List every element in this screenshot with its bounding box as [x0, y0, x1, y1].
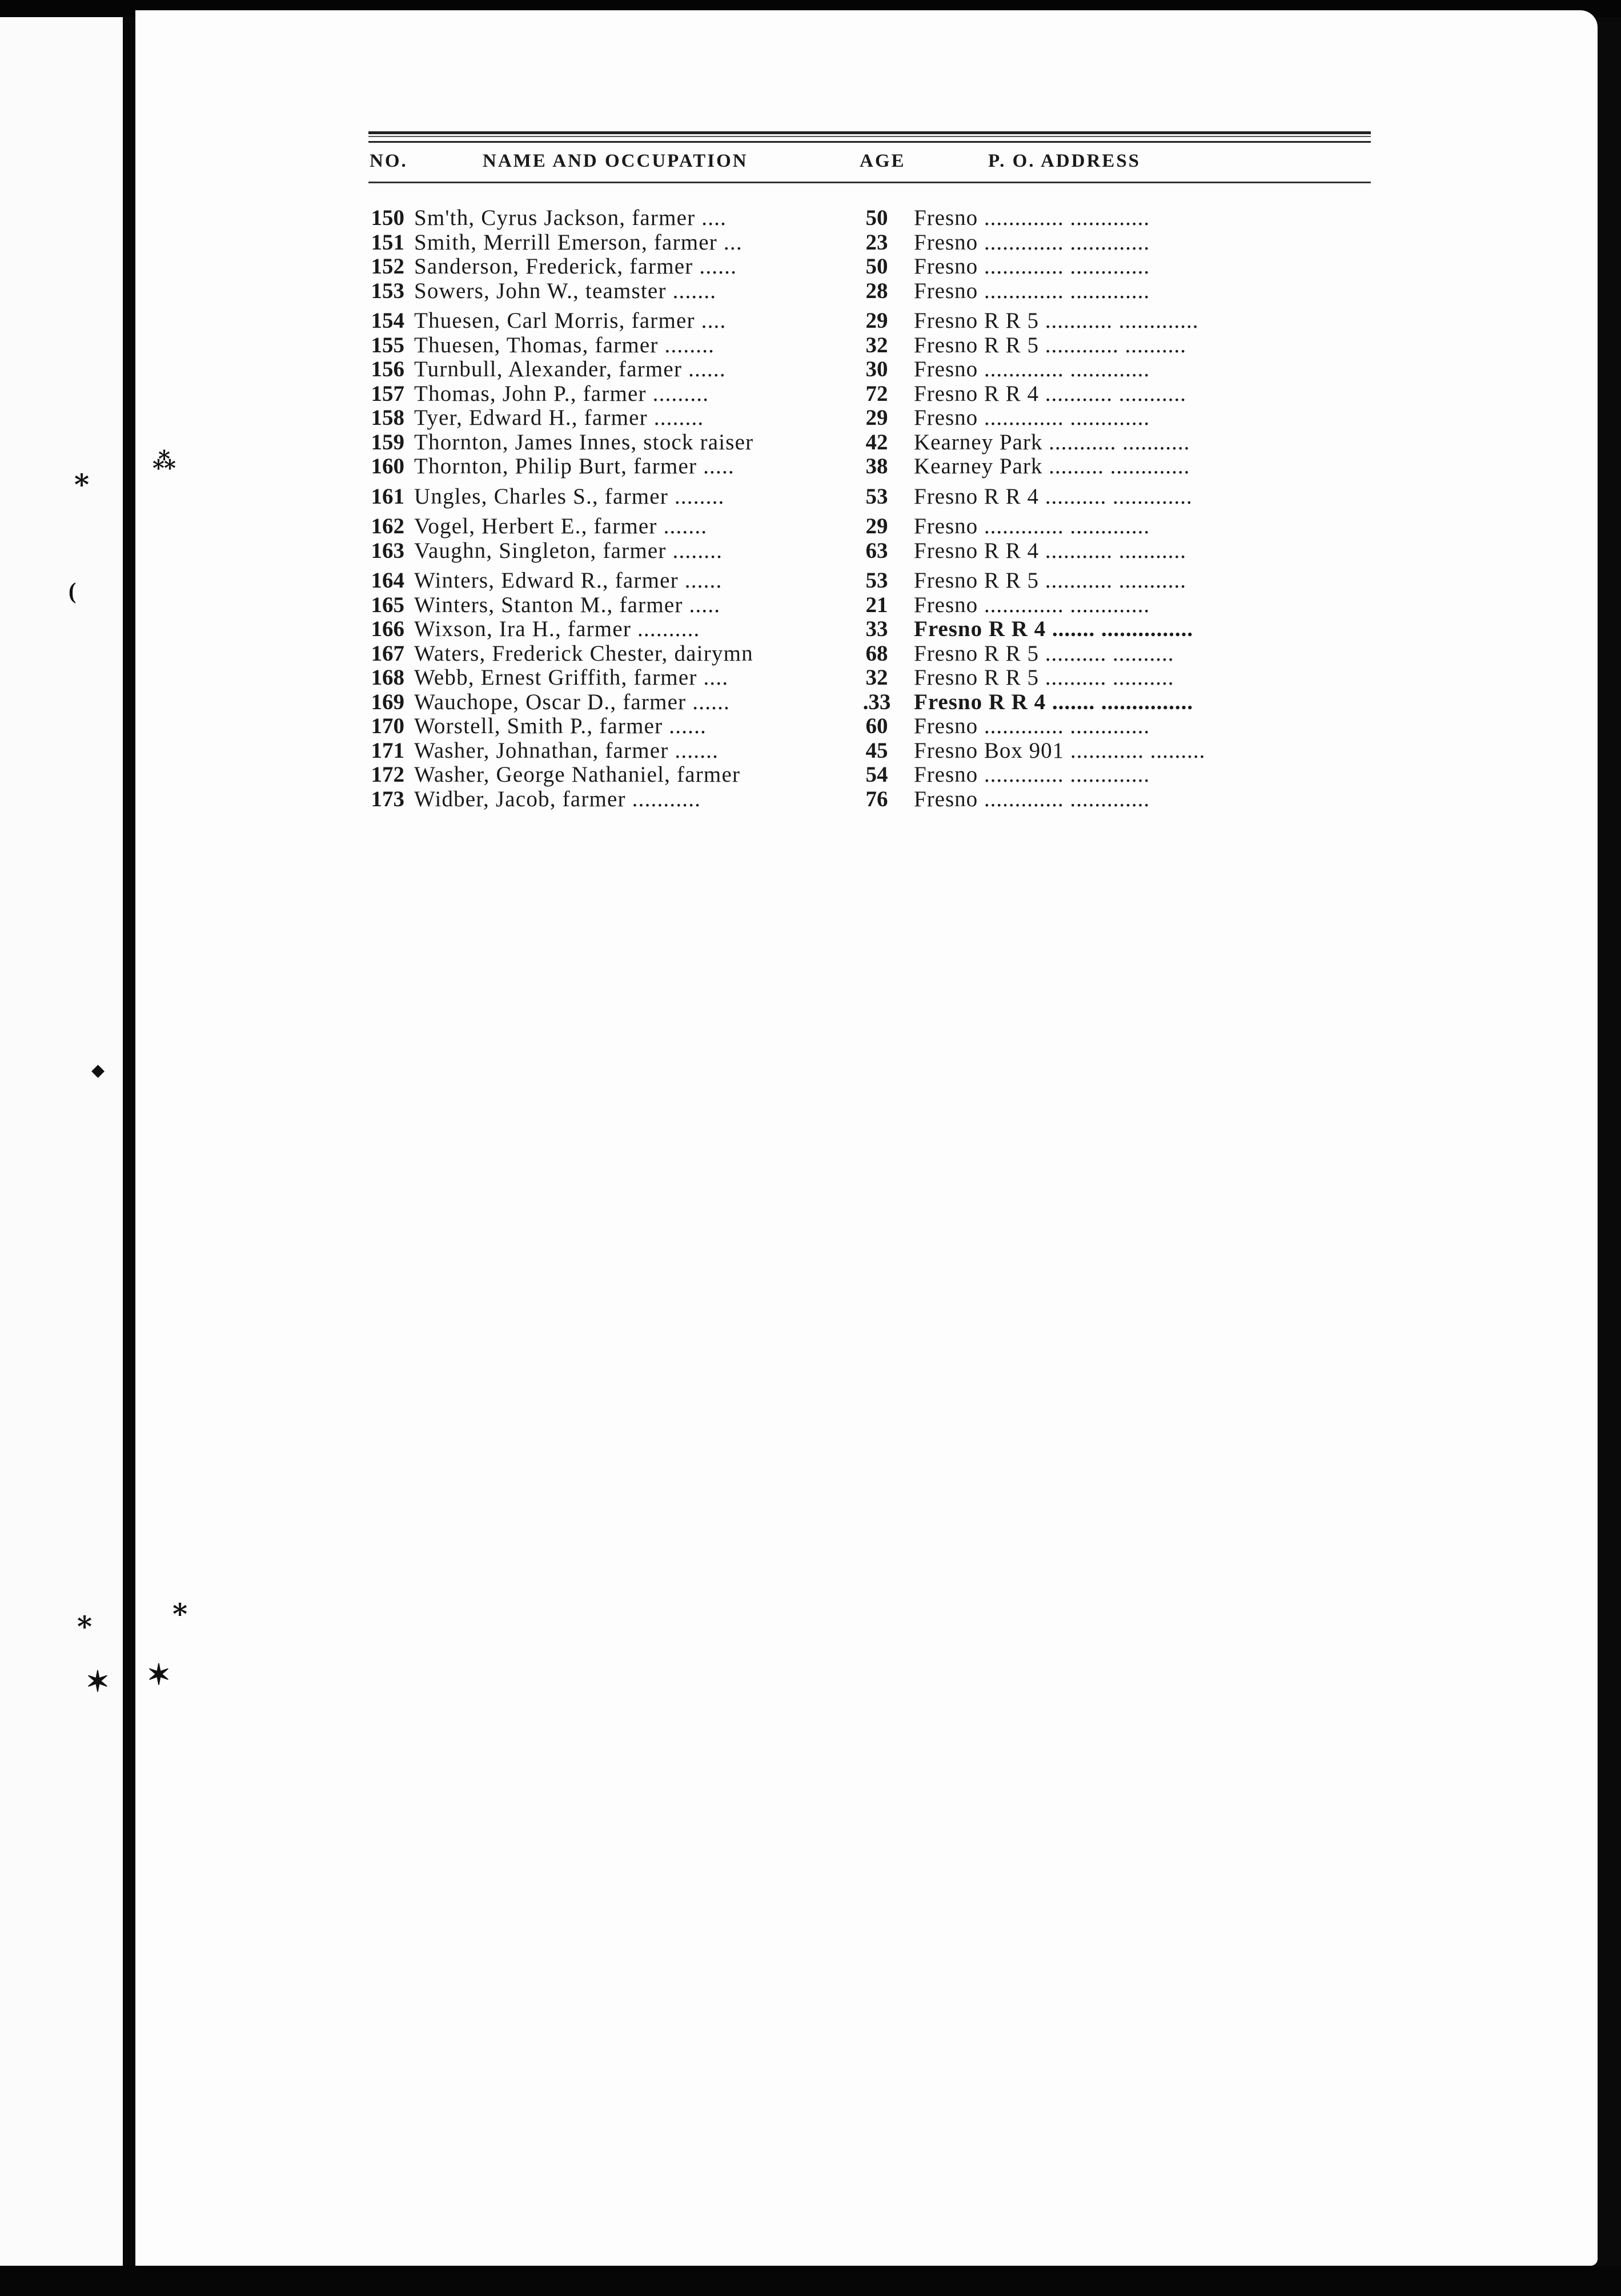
ink-speck: ⁎ [77, 1603, 93, 1635]
entry-age: 60 [865, 714, 888, 738]
entry-po-address: Fresno R R 4 ....... ............... [914, 689, 1194, 714]
register-row [368, 538, 1371, 562]
entry-age: 38 [865, 454, 888, 478]
entry-age: 32 [865, 665, 888, 690]
entry-po-address: Fresno R R 5 .......... .......... [914, 665, 1174, 690]
entry-age: .33 [862, 689, 891, 714]
entry-age: 29 [865, 405, 888, 430]
entry-number: 164 [371, 568, 404, 593]
register-row [368, 308, 1371, 332]
header-no: NO. [370, 151, 408, 171]
header-top-rule [368, 131, 1371, 143]
entry-number: 168 [371, 665, 404, 690]
register-row [368, 689, 1371, 714]
entry-name-occupation: Smith, Merrill Emerson, farmer ... [414, 230, 743, 255]
register-row [368, 278, 1371, 303]
entry-age: 50 [865, 206, 888, 230]
entry-po-address: Fresno ............. ............. [914, 592, 1150, 617]
register-row [368, 356, 1371, 381]
entry-number: 161 [371, 484, 404, 509]
entry-age: 29 [865, 514, 888, 538]
entry-age: 53 [865, 568, 888, 593]
entry-age: 72 [865, 381, 888, 406]
entry-po-address: Fresno R R 5 ........... ............. [914, 308, 1199, 333]
binding-line [123, 23, 135, 2273]
entry-number: 173 [371, 786, 404, 811]
entry-age: 76 [865, 786, 888, 811]
entry-name-occupation: Thuesen, Carl Morris, farmer .... [414, 308, 727, 333]
register-row [368, 429, 1371, 454]
register-row [368, 641, 1371, 665]
entry-number: 155 [371, 332, 404, 357]
entry-name-occupation: Wixson, Ira H., farmer .......... [414, 617, 700, 641]
register-row [368, 405, 1371, 429]
header-bottom-rule [368, 182, 1371, 183]
entry-name-occupation: Webb, Ernest Griffith, farmer .... [414, 665, 729, 690]
entry-age: 29 [865, 308, 888, 333]
entry-name-occupation: Thuesen, Thomas, farmer ........ [414, 332, 715, 357]
entry-number: 150 [371, 206, 404, 230]
ink-speck: ✶ [147, 1659, 171, 1691]
entry-number: 171 [371, 738, 404, 763]
entry-name-occupation: Thornton, James Innes, stock raiser [414, 429, 754, 455]
register-row [368, 332, 1371, 357]
entry-po-address: Fresno R R 5 ........... ........... [914, 568, 1186, 593]
column-header-row [368, 143, 1371, 182]
register-row [368, 738, 1371, 762]
entry-number: 165 [371, 592, 404, 617]
entry-po-address: Kearney Park ......... ............. [914, 454, 1190, 478]
entry-number: 170 [371, 714, 404, 738]
entry-po-address: Fresno ............. ............. [914, 405, 1150, 430]
entry-name-occupation: Washer, George Nathaniel, farmer [414, 762, 741, 787]
register-row [368, 665, 1371, 689]
ink-speck: ( [69, 578, 77, 604]
register-row [368, 592, 1371, 617]
entry-name-occupation: Wauchope, Oscar D., farmer ...... [414, 689, 730, 714]
entry-age: 54 [865, 762, 888, 787]
entry-po-address: Fresno ............. ............. [914, 786, 1150, 811]
entry-name-occupation: Vogel, Herbert E., farmer ....... [414, 514, 708, 538]
entry-name-occupation: Washer, Johnathan, farmer ....... [414, 738, 719, 763]
entry-name-occupation: Widber, Jacob, farmer ........... [414, 786, 701, 811]
entry-name-occupation: Turnbull, Alexander, farmer ...... [414, 357, 726, 381]
entry-age: 45 [865, 738, 888, 763]
ink-speck: ⁎ [172, 1590, 188, 1622]
entry-age: 42 [865, 429, 888, 455]
register-row [368, 381, 1371, 405]
entry-po-address: Fresno R R 4 ....... ............... [914, 617, 1194, 641]
header-po-address: P. O. ADDRESS [988, 151, 1141, 171]
entry-name-occupation: Tyer, Edward H., farmer ........ [414, 405, 704, 430]
entry-po-address: Fresno ............. ............. [914, 230, 1150, 255]
entry-number: 169 [371, 689, 404, 714]
entry-name-occupation: Ungles, Charles S., farmer ........ [414, 484, 725, 509]
entry-number: 158 [371, 405, 404, 430]
entry-age: 53 [865, 484, 888, 509]
entry-number: 167 [371, 641, 404, 666]
entry-number: 153 [371, 278, 404, 303]
entry-age: 68 [865, 641, 888, 666]
entry-age: 32 [865, 332, 888, 357]
entry-name-occupation: Thomas, John P., farmer ......... [414, 381, 709, 406]
register-row [368, 616, 1371, 641]
entry-po-address: Fresno ............. ............. [914, 357, 1150, 381]
register-row [368, 254, 1371, 278]
entry-age: 28 [865, 278, 888, 303]
entry-name-occupation: Worstell, Smith P., farmer ...... [414, 714, 707, 738]
entry-name-occupation: Winters, Stanton M., farmer ..... [414, 592, 721, 617]
entry-po-address: Fresno R R 4 ........... ........... [914, 538, 1186, 563]
ink-speck: ◆ [91, 1061, 105, 1080]
entry-number: 172 [371, 762, 404, 787]
entry-po-address: Fresno ............. ............. [914, 278, 1150, 303]
register-row [368, 762, 1371, 786]
entry-number: 162 [371, 514, 404, 538]
register-row [368, 484, 1371, 508]
entry-age: 50 [865, 254, 888, 279]
ink-speck: ⁂ [153, 448, 176, 474]
entry-age: 33 [865, 617, 888, 641]
entry-po-address: Fresno Box 901 ............ ......... [914, 738, 1206, 763]
entry-number: 154 [371, 308, 404, 333]
entry-number: 160 [371, 454, 404, 478]
register-row [368, 568, 1371, 592]
header-name-occupation: NAME AND OCCUPATION [483, 151, 748, 171]
entry-po-address: Fresno ............. ............. [914, 762, 1150, 787]
register-row [368, 786, 1371, 811]
register-entries [368, 205, 1371, 810]
header-age: AGE [860, 151, 906, 171]
facing-page-margin [0, 17, 123, 2273]
entry-po-address: Fresno ............. ............. [914, 714, 1150, 738]
register-row [368, 713, 1371, 738]
entry-number: 157 [371, 381, 404, 406]
register-row [368, 230, 1371, 254]
entry-po-address: Fresno R R 5 .......... .......... [914, 641, 1174, 666]
entry-age: 63 [865, 538, 888, 563]
entry-name-occupation: Thornton, Philip Burt, farmer ..... [414, 454, 735, 478]
entry-name-occupation: Sowers, John W., teamster ....... [414, 278, 717, 303]
entry-po-address: Fresno ............. ............. [914, 206, 1150, 230]
entry-age: 30 [865, 357, 888, 381]
ink-speck: ⁎ [74, 461, 90, 493]
entry-number: 152 [371, 254, 404, 279]
ink-speck: ✶ [86, 1666, 110, 1698]
scan-bottom-edge [0, 2266, 1621, 2296]
entry-po-address: Fresno R R 5 ............ .......... [914, 332, 1186, 357]
entry-po-address: Fresno R R 4 ........... ........... [914, 381, 1186, 406]
entry-po-address: Fresno ............. ............. [914, 254, 1150, 279]
register-row [368, 513, 1371, 538]
entry-po-address: Fresno ............. ............. [914, 514, 1150, 538]
entry-number: 151 [371, 230, 404, 255]
entry-number: 166 [371, 617, 404, 641]
register-row [368, 453, 1371, 478]
entry-po-address: Fresno R R 4 .......... ............. [914, 484, 1193, 509]
entry-age: 23 [865, 230, 888, 255]
entry-name-occupation: Winters, Edward R., farmer ...... [414, 568, 723, 593]
entry-number: 163 [371, 538, 404, 563]
entry-name-occupation: Vaughn, Singleton, farmer ........ [414, 538, 723, 563]
entry-name-occupation: Sanderson, Frederick, farmer ...... [414, 254, 737, 279]
entry-age: 21 [865, 592, 888, 617]
entry-number: 159 [371, 429, 404, 455]
entry-name-occupation: Waters, Frederick Chester, dairymn [414, 641, 753, 666]
entry-number: 156 [371, 357, 404, 381]
entry-name-occupation: Sm'th, Cyrus Jackson, farmer .... [414, 206, 727, 230]
voter-register [368, 131, 1371, 810]
register-row [368, 205, 1371, 230]
entry-po-address: Kearney Park ........... ........... [914, 429, 1190, 455]
